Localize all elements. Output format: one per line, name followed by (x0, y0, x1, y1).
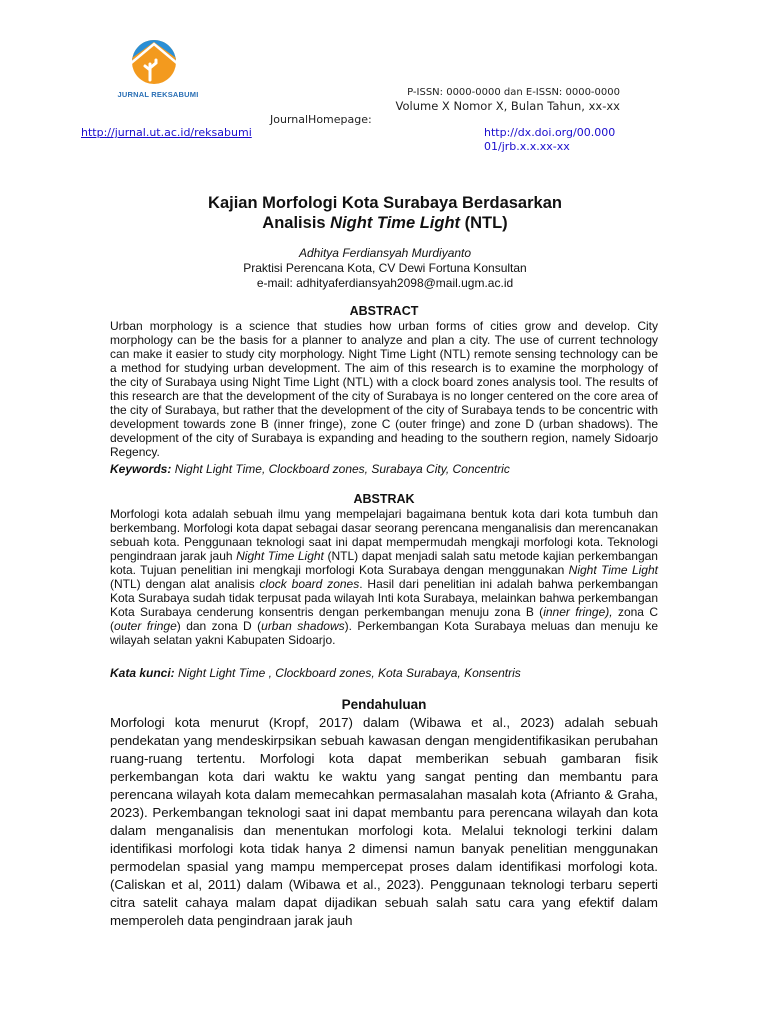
abstrak-seg: (NTL) dengan alat analisis (110, 577, 260, 591)
abstrak-text (110, 507, 658, 647)
abstract-heading: ABSTRACT (349, 304, 419, 318)
keywords-line (110, 462, 658, 476)
intro-paragraph: Morfologi kota menurut (Kropf, 2017) dalam (Wibawa et al., 2023) adalah sebuah pendekatan yang mendeskirpsikan sebuah kawasan dengan mengidentifikasikan perubahan ruang-ruang tertentu. Morfologi kota dapat memberikan sebuah gambaran fisik perkembangan kota dari waktu ke waktu yang sangat penting dan membantu para perencana wilayah kota dalam memecahkan permasalahan masalah kota (Afrianto & Graha, 2023). Perkembangan teknologi saat ini dapat membantu para perencana wilayah dan kota dalam menganalisis dan menentukan morfologi kota. Melalui teknologi terkini dalam identifikasi morfologi kota tidak hanya 2 dimensi namun banyak penelitian menggunakan permodelan spasial yang mampu mempercepat proses dalam identifikasi morfologi kota. (Caliskan et al, 2011) dalam (Wibawa et al., 2023). Penggunaan teknologi terbaru seperti citra satelit cahaya malam dapat dijadikan sebuah salah satu cara yang efektif dalam memperoleh data pengindraan jarak jauh (110, 715, 658, 928)
kata-kunci-label: Kata kunci: (110, 666, 175, 680)
author-block (100, 246, 670, 291)
abstrak-heading: ABSTRAK (353, 492, 415, 506)
title-line-1: Kajian Morfologi Kota Surabaya Berdasarkan (208, 194, 562, 212)
abstrak-seg: zona C ( (110, 605, 659, 633)
abstrak-italic: Night Time Light (236, 549, 324, 563)
abstrak-seg: ). Perkembangan Kota Surabaya meluas dan menuju ke wilayah selatan yakni Kabupaten Sidoarjo. (110, 619, 658, 647)
author-name: Adhitya Ferdiansyah Murdiyanto (298, 246, 472, 260)
title-italic: Night Time Light (330, 214, 461, 232)
paper-title (100, 193, 670, 233)
title-line-2 (100, 213, 670, 233)
homepage-link[interactable]: http://jurnal.ut.ac.id/reksabumi (81, 126, 252, 139)
abstrak-italic: Night Time Light (568, 563, 658, 577)
keywords-label: Keywords: (110, 462, 172, 476)
author-affiliation: Praktisi Perencana Kota, CV Dewi Fortuna Konsultan (243, 261, 527, 275)
abstrak-italic: inner fringe), (543, 605, 613, 619)
abstrak-seg: . Hasil dari penelitian ini adalah bahwa perkembangan Kota Surabaya sudah tidak terpusat pada wilayah Inti kota Surabaya, melainkan bahwa perkembangan Kota Surabaya cenderung konsentris dengan perkembangan menuju zona B ( (110, 577, 658, 619)
abstrak-italic: clock board zones (259, 577, 360, 591)
intro-heading: Pendahuluan (341, 697, 427, 712)
homepage-label: JournalHomepage: (270, 113, 372, 126)
journal-logo-text: JURNAL REKSABUMI (117, 90, 199, 99)
abstrak-italic: outer fringe (114, 619, 177, 633)
doi-line-2[interactable]: 01/jrb.x.x.xx-xx (484, 140, 570, 153)
keywords-values: Night Light Time, Clockboard zones, Surabaya City, Concentric (171, 462, 510, 476)
abstrak-seg: Morfologi kota adalah sebuah ilmu yang mempelajari bagaimana bentuk kota dari kota tumbuh dan berkembang. Morfologi kota dapat sebagai dasar seorang perencana menganalisis dan merencanakan sebuah kota. Penggunaan teknologi saat ini dapat mempermudah mengkaji morfologi kota. Teknologi pengindraan jarak jauh (110, 507, 658, 563)
kata-kunci-values: Night Light Time , Clockboard zones, Kota Surabaya, Konsentris (174, 666, 521, 680)
author-email: e-mail: adhityaferdiansyah2098@mail.ugm.ac.id (256, 276, 514, 290)
kata-kunci-line (110, 666, 658, 680)
abstrak-italic: urban shadows (261, 619, 345, 633)
volume-line: Volume X Nomor X, Bulan Tahun, xx-xx (395, 99, 620, 113)
abstract-text: Urban morphology is a science that studies how urban forms of cities grow and develop. City morphology can be the basis for a planner to analyze and plan a city. The use of current technology can make it easier to study city morphology. Night Time Light (NTL) remote sensing technology can be a method for studying urban development. The aim of this research is to examine the morphology of the city of Surabaya using Night Time Light (NTL) with a clock board zones analysis tool. The results of this research are that the development of the city of Surabaya is no longer centered on the core area of the city of Surabaya, but rather that the development of the city of Surabaya tends to be concentric with development towards zone B (inner fringe), zone C (outer fringe) and zone D (urban shadows). The development of the city of Surabaya is expanding and heading to the southern region, namely Sidoarjo Regency. (110, 319, 658, 459)
title-prefix: Analisis (262, 214, 331, 232)
title-suffix: (NTL) (460, 214, 508, 232)
issn-line: P-ISSN: 0000-0000 dan E-ISSN: 0000-0000 (407, 87, 620, 98)
doi-link[interactable] (484, 126, 634, 154)
abstrak-seg: (NTL) dapat menjadi salah satu metode kajian perkembangan kota. Tujuan penelitian ini mengkaji morfologi Kota Surabaya dengan menggunakan (110, 549, 658, 577)
doi-line-1[interactable]: http://dx.doi.org/00.000 (484, 126, 616, 139)
abstrak-seg: ) dan zona D ( (176, 619, 262, 633)
